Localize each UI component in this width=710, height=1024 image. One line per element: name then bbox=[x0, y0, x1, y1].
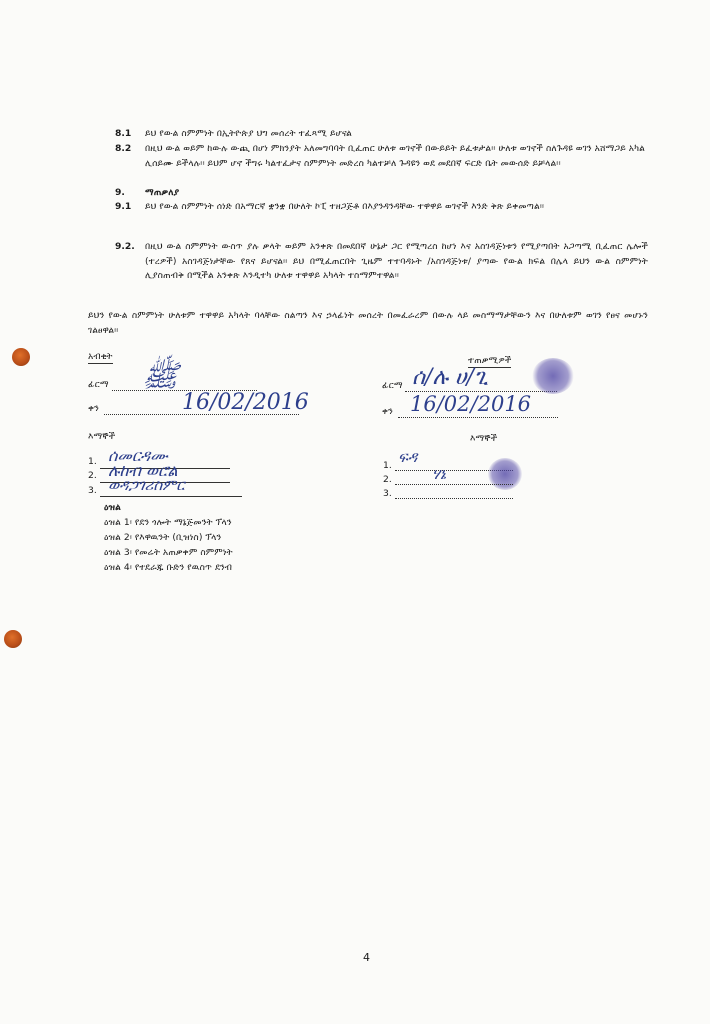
left-witness-number: 2. bbox=[88, 470, 97, 481]
left-sign-label: ፊርማ bbox=[88, 379, 109, 390]
clause-9-2 bbox=[115, 240, 650, 300]
right-witness-line bbox=[395, 497, 513, 499]
clause-text: ይህ የውል ስምምነት በኢትዮጵያ ህግ መሰረት ተፈጻሚ ይሆናል bbox=[145, 128, 352, 139]
left-date-handwritten: 16/02/2016 bbox=[182, 390, 309, 415]
right-witness-signature: ሃኔ bbox=[432, 465, 446, 483]
left-witness-signature: ሰመርዳሙ bbox=[108, 446, 168, 465]
right-sign-label: ፊርማ bbox=[382, 380, 403, 391]
left-date-label: ቀን bbox=[88, 403, 99, 414]
clause-8-2 bbox=[115, 142, 647, 188]
right-witness-signature: ፍዳ bbox=[398, 448, 418, 466]
annex-item: ዕዝል 3፡ የመሬት አጠቃቀም ስምምነት bbox=[104, 547, 233, 558]
clause-number: 9. bbox=[115, 187, 125, 198]
right-witness-line bbox=[395, 483, 513, 485]
right-signature: ሰ/ሉ ሀ/ጊ bbox=[412, 365, 489, 390]
clause-9-heading bbox=[115, 186, 647, 201]
left-witness-signature: ወዳጋገሪስምር bbox=[108, 476, 185, 494]
annex-item: ዕዝል 4፡ የተደራጁ ቡድን የዉስጥ ደንብ bbox=[104, 562, 233, 573]
left-witness-number: 3. bbox=[88, 485, 97, 496]
clause-text: በዚህ ውል ስምምነት ውስጥ ያሉ ቃላት ወይም አንቀጽ በመደበኛ ሁኔታ ጋር የሚጣረስ ከሆነ እና አስገዳጅነቱን የሚያጣበት አጋጣሚ ቢፈጠር ሌሎች (ተረዎች) አስገዳጅነታቸው የጸና ይሆናል፡፡ ይህ በሚፈጠርበት ጊዜም ተተባዳኑት /አስገዳጅነቱ/ ያጣው የውል ክፍል በሌላ ይህን ውል ስምምነት ሊያስጠብቅ በሚችል አንቀጽ እንዲተካ ሁለቱ ተዋዋይ አካላት ተስማምተዋል፡፡ bbox=[145, 241, 648, 281]
left-witness-line bbox=[100, 495, 242, 497]
punch-hole-bottom bbox=[4, 630, 22, 648]
annex-item: ዕዝል 1፡ የደን ጎሎት ማኔጅመንት ፕላን bbox=[104, 517, 232, 528]
clause-text: በዚህ ውል ወይም ከውሉ ውጪ በሆነ ምክንያት አለመግባባት ቢፈጠር ሁለቱ ወገኖች በውይይት ይፈቱታል፡፡ ሁለቱ ወገኖች ስለጉዳዩ ወገን አሸማጋይ አካል ሊሰይሙ ይችላሉ፡፡ ይህም ሆኖ ችግሩ ካልተፈታና ስምምነት መድረስ ካልተቻለ ጉዳዩን ወደ መደበኛ ፍርድ ቤት መውሰድ ይቻላል፡፡ bbox=[145, 143, 645, 169]
left-witness-signature: ሉከብ ወሮል bbox=[108, 461, 178, 480]
clause-heading: ማጠቃለያ bbox=[145, 187, 180, 198]
left-signature: ﷺ bbox=[142, 359, 179, 394]
right-date-handwritten: 16/02/2016 bbox=[410, 392, 532, 416]
right-witness-stamp bbox=[488, 458, 522, 490]
right-witness-number: 2. bbox=[383, 474, 392, 485]
right-witness-number: 3. bbox=[383, 488, 392, 499]
right-witness-number: 1. bbox=[383, 460, 392, 471]
left-party-title: አብቂት bbox=[88, 351, 113, 362]
clause-number: 8.1 bbox=[115, 128, 132, 139]
left-witnesses-title: እማኞች bbox=[88, 431, 116, 442]
clause-number: 8.2 bbox=[115, 143, 132, 154]
closing-text: ይህን የውል ስምምነት ሁለቱም ተዋዋይ አካላት ባላቸው ስልጣን እና ኃላፊነት መሰረት በመፈራረም በውሉ ላይ መስማማታቸውን እና በሁለቱም ወገን የፀና መሆኑን ገልፀዋል፡፡ bbox=[88, 310, 648, 336]
clause-number: 9.2. bbox=[115, 241, 135, 252]
right-date-label: ቀን bbox=[382, 406, 393, 417]
punch-hole-top bbox=[12, 348, 30, 366]
closing-paragraph bbox=[88, 309, 648, 339]
right-date-line bbox=[398, 416, 558, 418]
annex-title: ዕዝል bbox=[104, 502, 121, 513]
left-witness-number: 1. bbox=[88, 456, 97, 467]
clause-text: ይህ የውል ስምምነት ሰነድ በአማርኛ ቋንቋ በሁለት ኮፒ ተዘጋጅቶ በእያንዳንዳቸው ተዋዋይ ወገኖች እንድ ቅጽ ይቀመጣል፡፡ bbox=[145, 201, 545, 212]
right-stamp bbox=[532, 358, 574, 394]
annex-item: ዕዝል 2፡ የእዋዉንት (ቢዝነስ) ፕላን bbox=[104, 532, 222, 543]
page-number: 4 bbox=[363, 951, 370, 964]
clause-number: 9.1 bbox=[115, 201, 132, 212]
right-witnesses-title: እማኞች bbox=[470, 433, 498, 444]
clause-9-1 bbox=[115, 200, 647, 230]
right-party-title: ተጠቃሚዎች bbox=[468, 355, 512, 366]
clause-8-1 bbox=[115, 127, 647, 142]
